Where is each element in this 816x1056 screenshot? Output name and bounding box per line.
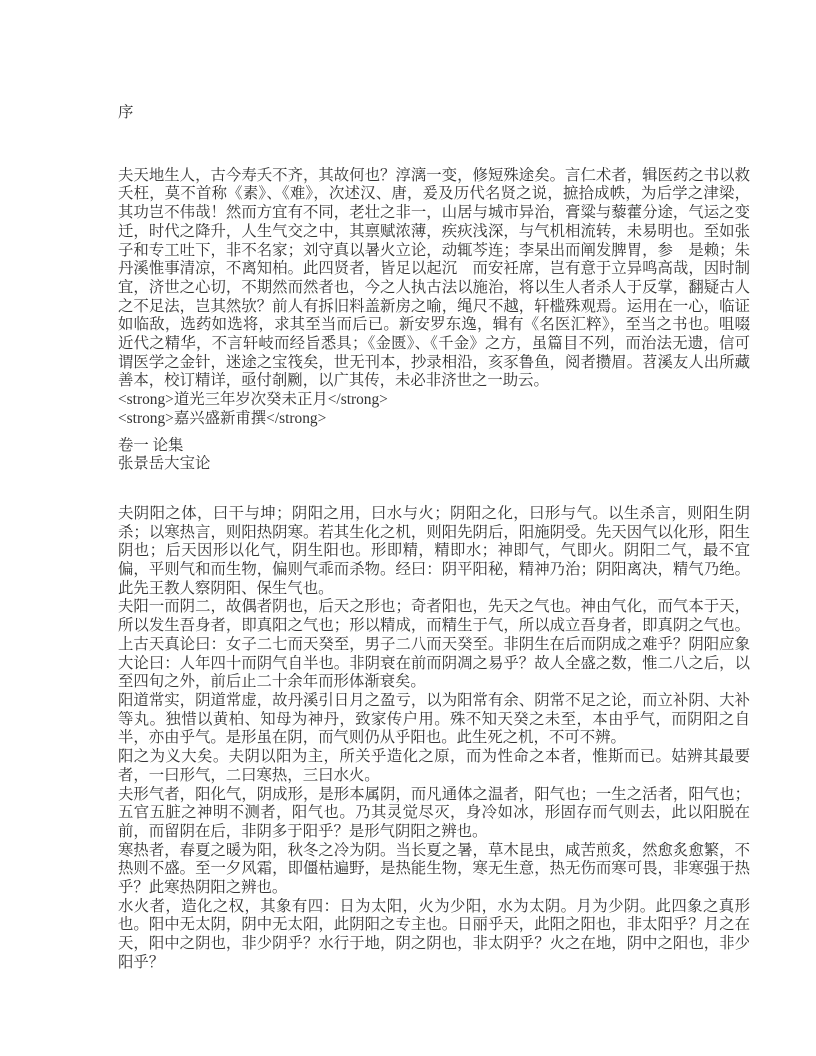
body-paragraph: 夫形气者，阳化气，阴成形，是形本属阴，而凡通体之温者，阳气也；一生之活者，阳气也；五官五脏之神明不测者，阳气也。乃其灵觉尽灭，身冷如冰，形固存而气则去，此以阳脱在前，而留阴在后，非阴多于阳乎？是形气阴阳之辨也。 [118, 785, 750, 840]
preface-date-line: <strong>道光三年岁次癸未正月</strong> [118, 391, 388, 409]
preface-author-line: <strong>嘉兴盛新甫撰</strong> [118, 409, 327, 427]
body-paragraph: 夫阴阳之体，曰干与坤；阴阳之用，曰水与火；阴阳之化，曰形与气。以生杀言，则阳生阴杀；以寒热言，则阳热阴寒。若其生化之机，则阳先阴后，阳施阴受。先天因气以化形，阳生阴也；后天因形以化气，阴生阳也。形即精，精即水；神即气，气即火。阴阳二气，最不宜偏，平则气和而生物，偏则气乖而杀物。经曰：阴平阳秘，精神乃治；阴阳离决，精气乃绝。此先王教人察阴阳、保生气也。 [118, 504, 750, 597]
preface-title: 序 [118, 104, 134, 121]
body-paragraph: 夫阳一而阴二，故偶者阴也，后天之形也；奇者阳也，先天之气也。神由气化，而气本于天，所以发生吾身者，即真阳之气也；形以精成，而精生于气，所以成立吾身者，即真阴之气也。上古天真论曰：女子二七而天癸至，男子二八而天癸至。非阴生在后而阴成之难乎？阴阳应象大论曰：人年四十而阴气自半也。非阴衰在前而阴凋之易乎？故人全盛之数，惟二八之后，以至四旬之外，前后止二十余年而形体渐衰矣。 [118, 598, 750, 691]
body-paragraph: 阳道常实，阴道常虚，故丹溪引日月之盈亏，以为阳常有余、阴常不足之论，而立补阴、大补等丸。独惜以黄柏、知母为神丹，致家传户用。殊不知天癸之未至，本由乎气，而阴阳之自半，亦由乎气。是形虽在阴，而气则仍从乎阳也。此生死之机，不可不辨。 [118, 691, 750, 747]
preface-paragraph: 夫天地生人，古今寿夭不齐，其故何也？淳漓一变，修短殊途矣。言仁术者，辑医药之书以救夭枉，莫不首称《素》、《难》，次述汉、唐，爰及历代名贤之说，摭拾成帙，为后学之津梁，其功岂不伟哉！然而方宜有不同，老壮之非一，山居与城市异治，膏粱与藜藿分途，气运之变迁，时代之降升，人生气交之中，其禀赋浓薄，疾疢浅深，与气机相流转，未易明也。至如张子和专工吐下，非不名家；刘守真以暑火立论，动辄芩连；李杲出而阐发脾胃，参 是赖；朱丹溪惟事清凉，不离知柏。此四贤者，皆足以起沉 而安衽席，岂有意于立异鸣高哉，因时制宜，济世之心切，不期然而然者也，今之人执古法以施治，将以生人者杀人于反掌，翻疑古人之不足法，岂其然欤？前人有拆旧料盖新房之喻，绳尺不越，轩槛殊观焉。运用在一心，临证如临敌，选药如选将，求其至当而后已。新安罗东逸，辑有《名医汇粹》，至当之书也。咀啜近代之精华，不言轩岐而经旨悉具；《金匮》、《千金》之方，虽篇目不列，而治法无遗，信可谓医学之金针，迷途之宝筏矣，世无刊本，抄录相沿，亥豕鲁鱼，阅者攒眉。苕溪友人出所藏善本，校订精详，亟付剞劂，以广其传，未必非济世之一助云。 [118, 166, 750, 390]
body-paragraph: 寒热者，春夏之暖为阳，秋冬之冷为阴。当长夏之暑，草木昆虫，咸苦煎炙，然愈炙愈繁，不热则不盛。至一夕风霜，即僵枯遍野，是热能生物，寒无生意，热无伤而寒可畏，非寒强于热乎？此寒热阴阳之辨也。 [118, 841, 750, 897]
body-paragraph: 阳之为义大矣。夫阴以阳为主，所关乎造化之原，而为性命之本者，惟斯而已。姑辨其最要者，一曰形气，二曰寒热，三曰水火。 [118, 748, 750, 784]
body-paragraph: 水火者，造化之权，其象有四：日为太阳，火为少阳，水为太阴。月为少阴。此四象之真形也。阳中无太阴，阴中无太阳，此阴阳之专主也。日丽乎天，此阳之阳也，非太阳乎？月之在天，阳中之阴也，非少阴乎？水行于地，阴之阴也，非太阴乎？火之在地，阴中之阳也，非少阳乎？ [118, 897, 750, 971]
volume-title: 卷一 论集 [118, 436, 184, 454]
chapter-title: 张景岳大宝论 [118, 455, 211, 473]
